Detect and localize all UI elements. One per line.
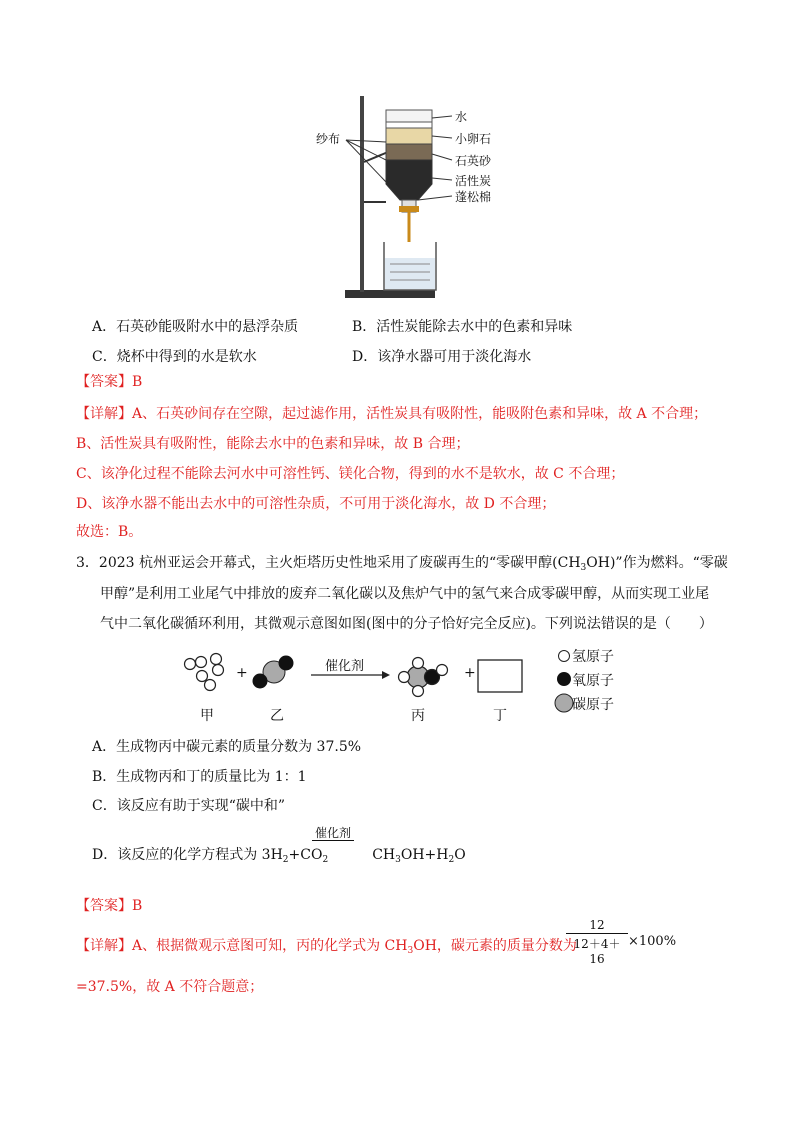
q2-option-a: A．石英砂能吸附水中的悬浮杂质: [92, 319, 299, 335]
answer-tag: 【答案】: [76, 898, 132, 914]
catalyst-label: 催化剂: [325, 659, 365, 674]
quartz-sand-layer: [386, 144, 432, 160]
product-c-molecule: [399, 658, 448, 697]
label-bing: 丙: [411, 708, 425, 724]
legend-carbon: 碳原子: [572, 697, 614, 713]
label-pebble: 小卵石: [455, 132, 492, 146]
mass-fraction: [566, 918, 628, 966]
label-water: 水: [455, 110, 468, 124]
label-cotton: 蓬松棉: [455, 190, 492, 204]
label-activated-carbon: 活性炭: [455, 174, 492, 188]
fraction-times: ×100%: [628, 934, 677, 949]
q3-option-d: D．该反应的化学方程式为 $3H_2+CO_2$ $CH_3OH+H_2O$: [92, 847, 466, 865]
legend-hydrogen: 氢原子: [572, 649, 614, 665]
detail-tag: 【详解】: [76, 938, 132, 954]
q3-stem-line-3: 气中二氧化碳循环利用，其微观示意图如图(图中的分子恰好完全反应)。下列说法错误的是（ ）: [100, 616, 713, 632]
answer-tag: 【答案】: [76, 374, 132, 390]
legend-hydrogen-marker: [559, 651, 570, 662]
q2-detail-line-2: B、活性炭具有吸附性，能除去水中的色素和异味，故 B 合理；: [76, 436, 470, 452]
q2-detail-line-5: 故选：B。: [76, 524, 143, 540]
label-yi: 乙: [270, 708, 284, 724]
legend-oxygen-marker: [557, 672, 571, 686]
q3-option-a: A．生成物丙中碳元素的质量分数为 37.5%: [92, 739, 362, 755]
q2-option-b: B．活性炭能除去水中的色素和异味: [352, 319, 573, 335]
q2-detail-line-4: D、该净水器不能出去水中的可溶性杂质，不可用于淡化海水，故 D 不合理；: [76, 496, 556, 512]
q2-detail-line-3: C、该净化过程不能除去河水中可溶性钙、镁化合物，得到的水不是软水，故 C 不合理；: [76, 466, 625, 482]
stand-base: [345, 290, 435, 298]
reaction-diagram: [176, 642, 636, 728]
equation-condition-line: [312, 840, 354, 841]
legend-carbon-marker: [555, 694, 573, 712]
q3-detail-line-2: =37.5%，故 A 不符合题意；: [76, 979, 264, 995]
q2-option-c: C．烧杯中得到的水是软水: [92, 349, 257, 365]
pebble-layer: [386, 128, 432, 144]
q3-option-c: C．该反应有助于实现“碳中和”: [92, 798, 286, 814]
q3-option-b: B．生成物丙和丁的质量比为 1：1: [92, 769, 307, 785]
q2-answer: [76, 372, 142, 392]
q3-detail-line-1: 【详解】A、根据微观示意图可知，丙的化学式为 $CH_3OH$，碳元素的质量分数为: [76, 938, 577, 956]
fraction-denominator: 12＋4＋16: [573, 937, 621, 966]
stand-rod: [360, 96, 364, 292]
label-quartz-sand: 石英砂: [455, 154, 492, 168]
detail-tag: 【详解】: [76, 406, 132, 422]
fraction-numerator: 12: [589, 918, 605, 932]
activated-carbon-layer: [386, 160, 432, 200]
legend-oxygen: 氧原子: [572, 673, 614, 689]
product-d-box: [478, 660, 522, 692]
q3-stem-line-1: 3．2023 杭州亚运会开幕式，主火炬塔历史性地采用了废碳再生的“零碳甲醇$(CH_3OH)$”作为燃料。“零碳: [76, 555, 728, 573]
equation-catalyst: 催化剂: [315, 826, 352, 840]
label-ding: 丁: [493, 708, 507, 724]
answer-value: B: [132, 898, 143, 914]
q3-stem-line-2: 甲醇”是利用工业尾气中排放的废弃二氧化碳以及焦炉气中的氢气来合成零碳甲醇，从而实现工业尾: [100, 586, 710, 602]
label-gauze: 纱布: [316, 132, 341, 146]
q2-option-d: D．该净水器可用于淡化海水: [352, 349, 532, 365]
plus-sign-1: +: [236, 665, 248, 681]
q3-answer: [76, 896, 142, 916]
reactant-a-molecules: [185, 654, 224, 691]
reactant-b-molecule: [253, 656, 294, 689]
answer-value: B: [132, 374, 143, 390]
label-jia: 甲: [200, 708, 214, 724]
plus-sign-2: +: [464, 665, 476, 681]
q2-detail-line-1: 【详解】A、石英砂间存在空隙，起过滤作用，活性炭具有吸附性，能吸附色素和异味，故 A 不合理；: [76, 406, 708, 422]
